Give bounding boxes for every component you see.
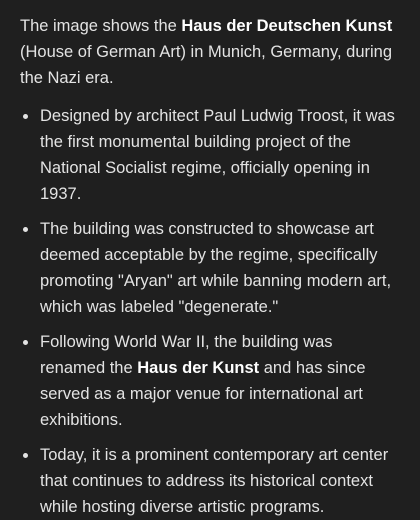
bullet-dot-icon <box>23 114 28 119</box>
list-item-text: Designed by architect Paul Ludwig Troost, it was the first monumental building project of the National Socialist regime, officially opening in 1937. <box>40 107 395 203</box>
bullet-list <box>20 103 402 520</box>
intro-building-name: Haus der Deutschen Kunst <box>181 17 393 35</box>
list-item <box>20 103 402 207</box>
list-item <box>20 216 402 320</box>
bullet-dot-icon <box>23 453 28 458</box>
intro-paragraph <box>20 13 402 91</box>
list-item <box>20 329 402 433</box>
list-item <box>20 442 402 520</box>
intro-suffix: (House of German Art) in Munich, Germany, during the Nazi era. <box>20 43 393 87</box>
intro-prefix: The image shows the <box>20 17 182 35</box>
list-item-text: The building was constructed to showcase art deemed acceptable by the regime, specifically promoting "Aryan" art while banning modern art, which was labeled "degenerate." <box>40 220 392 316</box>
bullet-dot-icon <box>23 340 28 345</box>
list-item-text: Today, it is a prominent contemporary art center that continues to address its historical context while hosting diverse artistic programs. <box>40 446 389 516</box>
list-item-bold-name: Haus der Kunst <box>137 359 260 377</box>
list-item-prefix: Following World War II, the building was renamed the <box>40 333 333 377</box>
bullet-dot-icon <box>23 227 28 232</box>
list-item-suffix: and has since served as a major venue for international art exhibitions. <box>40 359 366 429</box>
